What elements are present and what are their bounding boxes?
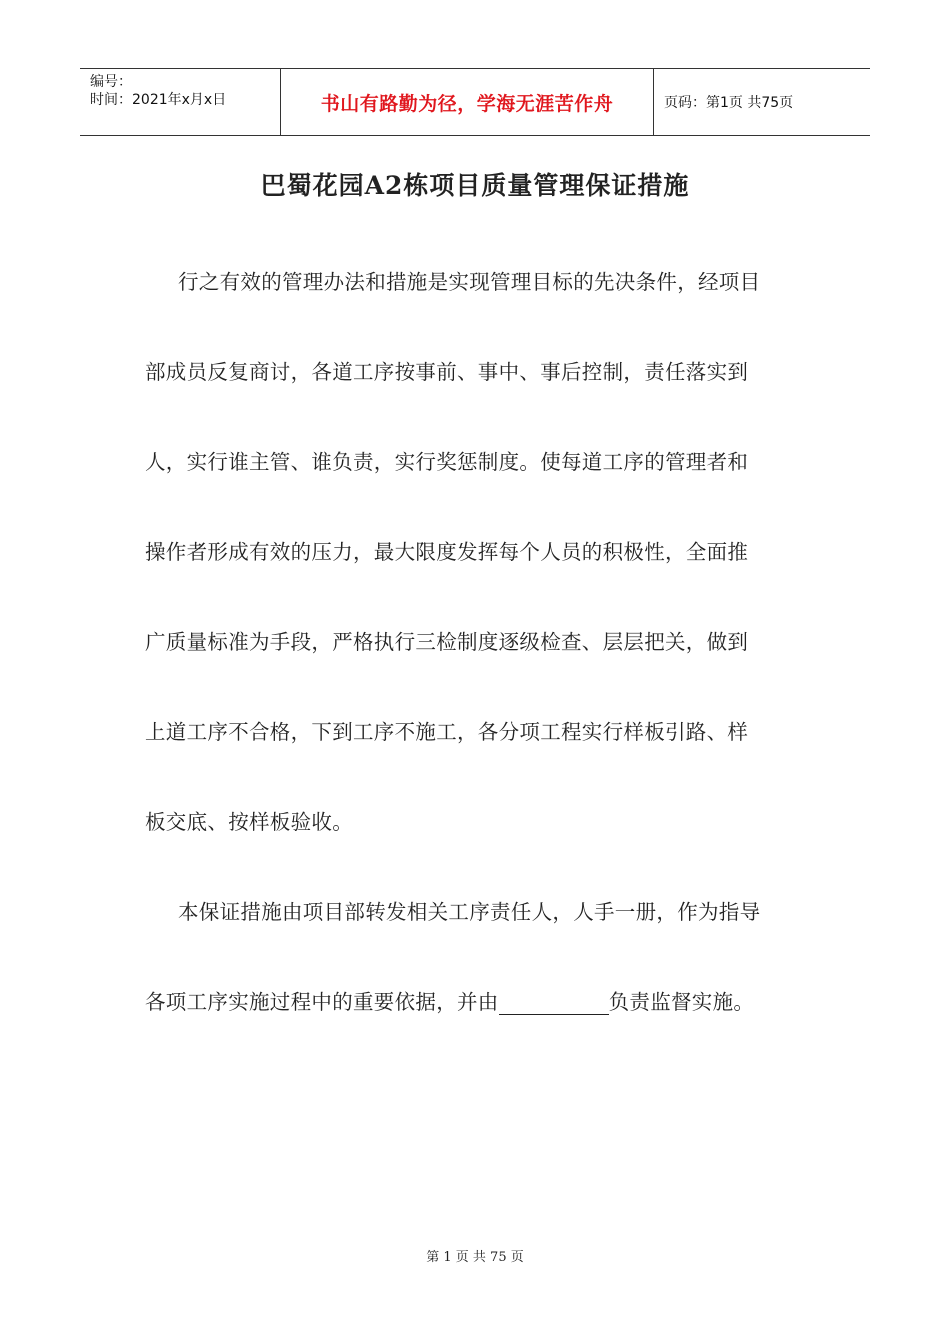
paragraph-line: 操作者形成有效的压力，最大限度发挥每个人员的积极性，全面推 [145, 540, 749, 564]
paragraph-line-with-blank [145, 982, 805, 1072]
paragraph-line: 板交底、按样板验收。 [145, 810, 353, 834]
paragraph-line: 部成员反复商讨，各道工序按事前、事中、事后控制，责任落实到 [145, 360, 749, 384]
text-after-blank: 负责监督实施。 [608, 990, 755, 1014]
paragraph-line: 人，实行谁主管、谁负责，实行奖惩制度。使每道工序的管理者和 [145, 450, 749, 474]
header-motto: 书山有路勤为径，学海无涯苦作舟 [281, 69, 654, 135]
paragraph-line: 行之有效的管理办法和措施是实现管理目标的先决条件，经项目 [178, 270, 761, 294]
paragraph-line: 本保证措施由项目部转发相关工序责任人，人手一册，作为指导 [178, 900, 761, 924]
document-header [80, 68, 870, 136]
header-page-info: 页码：第1页 共75页 [664, 95, 794, 111]
document-title: 巴蜀花园A2栋项目质量管理保证措施 [260, 171, 690, 200]
date-label: 时间：2021年x月x日 [90, 92, 227, 108]
document-body [145, 262, 805, 1072]
paragraph-line: 广质量标准为手段，严格执行三检制度逐级检查、层层把关，做到 [145, 630, 749, 654]
paragraph-line: 上道工序不合格，下到工序不施工，各分项工程实行样板引路、样 [145, 720, 749, 744]
header-meta [80, 69, 281, 135]
code-label: 编号： [90, 74, 132, 90]
page-footer: 第 1 页 共 75 页 [426, 1250, 524, 1265]
text-before-blank: 各项工序实施过程中的重要依据，并由 [145, 990, 499, 1014]
fill-in-blank [499, 988, 609, 1015]
